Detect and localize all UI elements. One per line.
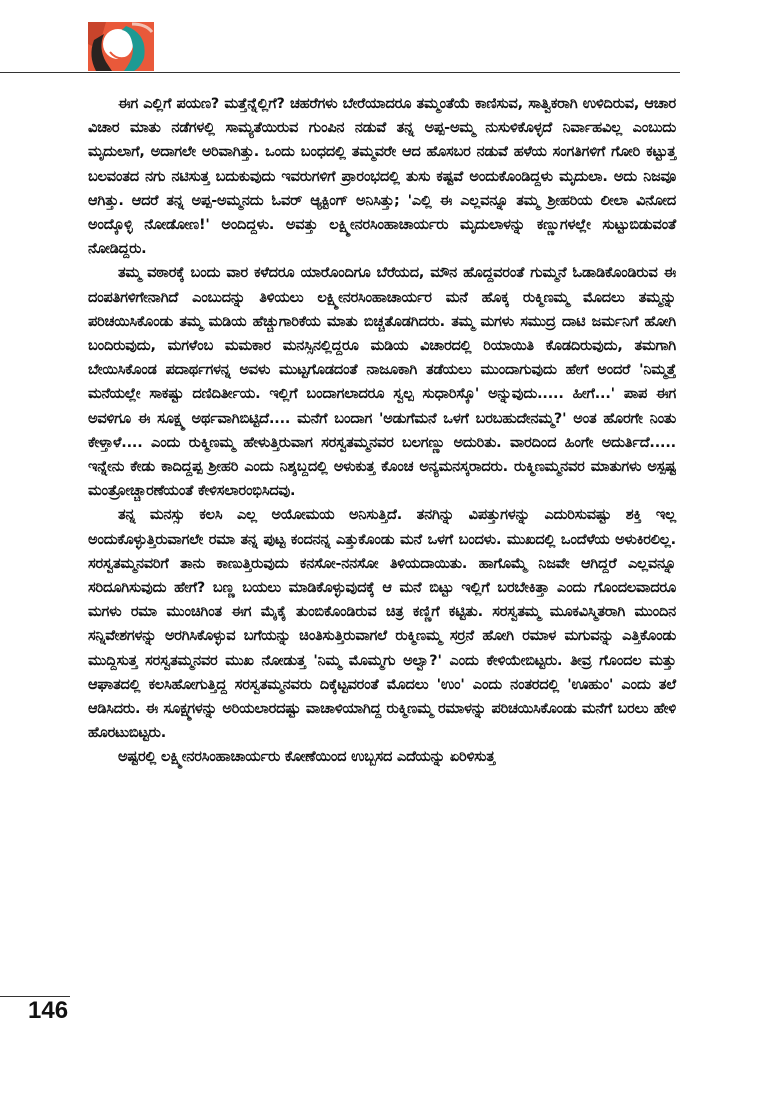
paragraph: ಈಗ ಎಲ್ಲಿಗೆ ಪಯಣ? ಮತ್ತೆನ್ನೆಲ್ಲಿಗೆ? ಚಹರೆಗಳು ಬೇರೆಯಾದರೂ ತಮ್ಮಂತೆಯೆ ಕಾಣಿಸುವ, ಸಾತ್ವಿಕರಾಗಿ ಉಳಿದಿರುವ, ಆಚಾರ ವಿಚಾರ ಮಾತು ನಡೆಗಳಲ್ಲಿ ಸಾಮ್ಯತೆಯಿರುವ ಗುಂಪಿನ ನಡುವೆ ತನ್ನ ಅಪ್ಪ-ಅಮ್ಮ ನುಸುಳಿಕೊಳ್ಳದೆ ನಿರ್ವಾಹವಿಲ್ಲ ಎಂಬುದು ಮೃದುಲಾಗೆ, ಅದಾಗಲೇ ಅರಿವಾಗಿತ್ತು. ಒಂದು ಬಂಧದಲ್ಲಿ ತಮ್ಮವರೇ ಆದ ಹೊಸಬರ ನಡುವೆ ಹಳೆಯ ಸಂಗತಿಗಳಿಗೆ ಗೋರಿ ಕಟ್ಟುತ್ತ ಬಲವಂತದ ನಗು ನಟಿಸುತ್ತ ಬದುಕುವುದು ಇವರುಗಳಿಗೆ ಪ್ರಾರಂಭದಲ್ಲಿ ತುಸು ಕಷ್ಟವೆ ಅಂದುಕೊಂಡಿದ್ದಳು ಮೃದುಲಾ. ಅದು ನಿಜವೂ ಆಗಿತ್ತು. ಆದರೆ ತನ್ನ ಅಪ್ಪ-ಅಮ್ಮನದು ಓವರ್ ಆ್ಯಕ್ಟಿಂಗ್ ಅನಿಸಿತ್ತು; 'ಎಲ್ಲಿ ಈ ಎಲ್ಲವನ್ನೂ ತಮ್ಮ ಶ್ರೀಹರಿಯ ಲೀಲಾ ವಿನೋದ ಅಂದ್ಕೊಳ್ಳಿ ನೋಡೋಣ!' ಅಂದಿದ್ದಳು. ಅವತ್ತು ಲಕ್ಷ್ಮೀನರಸಿಂಹಾಚಾರ್ಯರು ಮೃದುಲಾಳನ್ನು ಕಣ್ಣುಗಳಲ್ಲೇ ಸುಟ್ಟುಬಿಡುವಂತೆ ನೋಡಿದ್ದರು. bbox=[88, 96, 676, 258]
paragraph: ತನ್ನ ಮನಸ್ಸು ಕಲಸಿ ಎಲ್ಲ ಅಯೋಮಯ ಅನಿಸುತ್ತಿದೆ. ತನಗಿನ್ನು ವಿಪತ್ತುಗಳನ್ನು ಎದುರಿಸುವಷ್ಟು ಶಕ್ತಿ ಇಲ್ಲ ಅಂದುಕೊಳ್ಳುತ್ತಿರುವಾಗಲೇ ರಮಾ ತನ್ನ ಪುಟ್ಟ ಕಂದನನ್ನ ಎತ್ತುಕೊಂಡು ಮನೆ ಒಳಗೆ ಬಂದಳು. ಮುಖದಲ್ಲಿ ಒಂದೆಳೆಯ ಅಳುಕಿರಲಿಲ್ಲ. ಸರಸ್ವತಮ್ಮನವರಿಗೆ ತಾನು ಕಾಣುತ್ತಿರುವುದು ಕನಸೋ-ನನಸೋ ತಿಳಿಯದಾಯಿತು. ಹಾಗೊಮ್ಮೆ ನಿಜವೇ ಆಗಿದ್ದರೆ ಎಲ್ಲವನ್ನೂ ಸರಿದೂಗಿಸುವುದು ಹೇಗೆ? ಬಣ್ಣ ಬಯಲು ಮಾಡಿಕೊಳ್ಳುವುದಕ್ಕೆ ಆ ಮನೆ ಬಿಟ್ಟು ಇಲ್ಲಿಗೆ ಬರಬೇಕಿತ್ತಾ ಎಂದು ಗೊಂದಲವಾದರೂ ಮಗಳು ರಮಾ ಮುಂಚಿಗಿಂತ ಈಗ ಮೈಕೈ ತುಂಬಿಕೊಂಡಿರುವ ಚಿತ್ರ ಕಣ್ಣಿಗೆ ಕಟ್ಟಿತು. ಸರಸ್ವತಮ್ಮ ಮೂಕವಿಸ್ಮಿತರಾಗಿ ಮುಂದಿನ ಸನ್ನಿವೇಶಗಳನ್ನು ಅರಗಿಸಿಕೊಳ್ಳುವ ಬಗೆಯನ್ನು ಚಿಂತಿಸುತ್ತಿರುವಾಗಲೆ ರುಕ್ಮಿಣಮ್ಮ ಸರ್ರನೆ ಹೋಗಿ ರಮಾಳ ಮಗುವನ್ನು ಎತ್ತಿಕೊಂಡು ಮುದ್ದಿಸುತ್ತ ಸರಸ್ವತಮ್ಮನವರ ಮುಖ ನೋಡುತ್ತ 'ನಿಮ್ಮ ಮೊಮ್ಮಗು ಅಲ್ವಾ?' ಎಂದು ಕೇಳಿಯೇಬಿಟ್ಟರು. ತೀವ್ರ ಗೊಂದಲ ಮತ್ತು ಆಘಾತದಲ್ಲಿ ಕಲಸಿಹೋಗುತ್ತಿದ್ದ ಸರಸ್ವತಮ್ಮನವರು ದಿಕ್ಕೆಟ್ಟವರಂತೆ ಮೊದಲು 'ಉಂ' ಎಂದು ನಂತರದಲ್ಲಿ 'ಊಹುಂ' ಎಂದು ತಲೆ ಆಡಿಸಿದರು. ಈ ಸೂಕ್ಷ್ಮಗಳನ್ನು ಅರಿಯಲಾರದಷ್ಟು ವಾಚಾಳಿಯಾಗಿದ್ದ ರುಕ್ಮಿಣಮ್ಮ ರಮಾಳನ್ನು ಪರಿಚಯಿಸಿಕೊಂಡು ಮನೆಗೆ ಬರಲು ಹೇಳಿ ಹೊರಟುಬಿಟ್ಟರು. bbox=[88, 507, 676, 742]
header-rule bbox=[0, 72, 680, 73]
article-body bbox=[88, 92, 676, 770]
page-number: 146 bbox=[28, 997, 69, 1024]
magazine-logo-icon bbox=[88, 22, 154, 71]
paragraph: ತಮ್ಮ ವಠಾರಕ್ಕೆ ಬಂದು ವಾರ ಕಳೆದರೂ ಯಾರೊಂದಿಗೂ ಬೆರೆಯದ, ಮೌನ ಹೊದ್ದವರಂತೆ ಗುಮ್ಮನೆ ಓಡಾಡಿಕೊಂಡಿರುವ ಈ ದಂಪತಿಗಳಿಗೇನಾಗಿದೆ ಎಂಬುದನ್ನು ತಿಳಿಯಲು ಲಕ್ಷ್ಮೀನರಸಿಂಹಾಚಾರ್ಯರ ಮನೆ ಹೊಕ್ಕ ರುಕ್ಮಿಣಮ್ಮ ಮೊದಲು ತಮ್ಮನ್ನು ಪರಿಚಯಿಸಿಕೊಂಡು ತಮ್ಮ ಮಡಿಯ ಹೆಚ್ಚುಗಾರಿಕೆಯ ಮಾತು ಬಿಚ್ಚತೊಡಗಿದರು. ತಮ್ಮ ಮಗಳು ಸಮುದ್ರ ದಾಟಿ ಜರ್ಮನಿಗೆ ಹೋಗಿ ಬಂದಿರುವುದು, ಮಗಳೆಂಬ ಮಮಕಾರ ಮನಸ್ಸಿನಲ್ಲಿದ್ದರೂ ಮಡಿಯ ವಿಚಾರದಲ್ಲಿ ರಿಯಾಯಿತಿ ಕೊಡದಿರುವುದು, ತಮಗಾಗಿ ಬೇಯಿಸಿಕೊಂಡ ಪದಾರ್ಥಗಳನ್ನ ಅವಳು ಮುಟ್ಟಗೊಡದಂತೆ ನಾಜೂಕಾಗಿ ತಡೆಯಲು ಮುಂದಾಗುವುದು ಹೇಗೆ ಅಂದರೆ 'ನಿಮ್ಮತ್ತೆ ಮನೆಯಲ್ಲೇ ಸಾಕಷ್ಟು ದಣಿದಿರ್ತೀಯ. ಇಲ್ಲಿಗೆ ಬಂದಾಗಲಾದರೂ ಸ್ವಲ್ಪ ಸುಧಾರಿಸ್ಕೊ' ಅನ್ನುವುದು..... ಹೀಗೆ...' ಪಾಪ ಈಗ ಅವಳಿಗೂ ಈ ಸೂಕ್ಷ್ಮ ಅರ್ಥವಾಗಿಬಿಟ್ಟಿದೆ.... ಮನೆಗೆ ಬಂದಾಗ 'ಅಡುಗೆಮನೆ ಒಳಗೆ ಬರಬಹುದೇನಮ್ಮ?' ಅಂತ ಹೊರಗೇ ನಿಂತು ಕೇಳ್ತಾಳೆ.... ಎಂದು ರುಕ್ಮಿಣಮ್ಮ ಹೇಳುತ್ತಿರುವಾಗ ಸರಸ್ವತಮ್ಮನವರ ಬಲಗಣ್ಣು ಅದುರಿತು. ವಾರದಿಂದ ಹಿಂಗೇ ಅದುರ್ತಿದೆ..... ಇನ್ನೇನು ಕೇಡು ಕಾದಿದ್ದಪ್ಪ ಶ್ರೀಹರಿ ಎಂದು ನಿಶ್ಶಬ್ದದಲ್ಲಿ ಅಳುಕುತ್ತ ಕೊಂಚ ಅನ್ಯಮನಸ್ಕರಾದರು. ರುಕ್ಮಿಣಮ್ಮನವರ ಮಾತುಗಳು ಅಸ್ಪಷ್ಟ ಮಂತ್ರೋಚ್ಚಾರಣೆಯಂತೆ ಕೇಳಿಸಲಾರಂಭಿಸಿದವು. bbox=[88, 265, 676, 500]
paragraph: ಅಷ್ಟರಲ್ಲಿ ಲಕ್ಷ್ಮೀನರಸಿಂಹಾಚಾರ್ಯರು ಕೋಣೆಯಿಂದ ಉಬ್ಬಸದ ಎದೆಯನ್ನು ಏರಿಳಿಸುತ್ತ bbox=[118, 749, 495, 766]
